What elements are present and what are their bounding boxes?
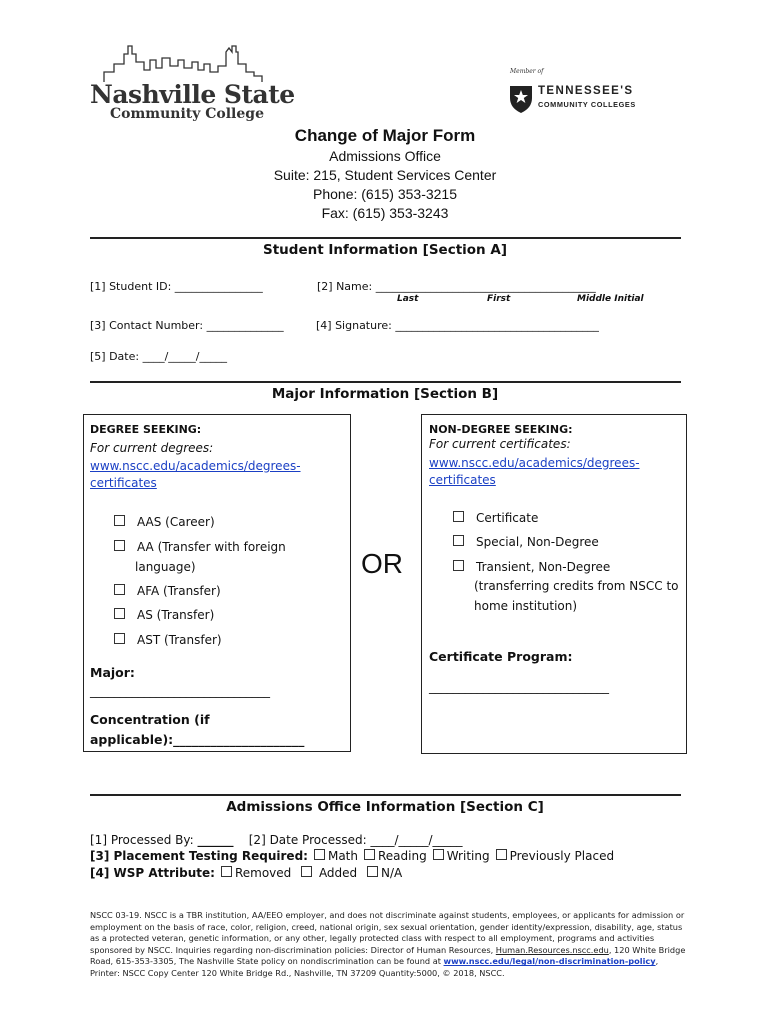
footer-disclaimer: NSCC 03-19. NSCC is a TBR institution, AA/EEO employer, and does not discriminate against students, employees, or applicants for admission or employment on the basis of race, color, religion, creed, national origin, sex sexual orientation, gender identity/expression, disability, age, status as a protected veteran, genetic information, or any other, legally protected class with respect to all employment, programs and activities sponsored by NSCC. Inquiries regarding non-discrimination policies: Director of Human Resources, Human.Resources.nscc.edu, 120 White Bridge Road, 615-353-3305, The Nashville State policy on nondiscrimination can be found at www.nscc.edu/legal/non-discrimination-policy, Printer: NSCC Copy Center 120 White Bridge Rd., Nashville, TN 37209 Quantity:5000, © 2018, NSCC.	[90, 910, 686, 978]
form-title: Change of Major Form	[294, 126, 476, 145]
checkbox[interactable]	[364, 849, 375, 860]
degrees-link[interactable]: www.nscc.edu/academics/degrees-	[90, 459, 301, 473]
transient-option-cont2: home institution)	[474, 599, 578, 613]
contact-number-field[interactable]: [3] Contact Number: ______________	[90, 319, 284, 332]
office-fax: Fax: (615) 353-3243	[321, 205, 449, 221]
concentration-field[interactable]: applicable):_____________________	[90, 732, 305, 747]
checkbox[interactable]	[314, 849, 325, 860]
current-degrees-label: For current degrees:	[90, 441, 214, 455]
non-degree-heading: NON-DEGREE SEEKING:	[429, 423, 573, 436]
student-id-field[interactable]: [1] Student ID: ________________	[90, 280, 263, 293]
checkbox[interactable]	[433, 849, 444, 860]
special-non-degree-option[interactable]: Special, Non-Degree	[453, 532, 599, 552]
degrees-link-cont[interactable]: certificates	[90, 476, 157, 490]
transient-option-cont: (transferring credits from NSCC to	[474, 579, 679, 593]
policy-link[interactable]: www.nscc.edu/legal/non-discrimination-policy	[443, 956, 656, 967]
checkbox[interactable]	[114, 584, 125, 595]
middle-initial-label: Middle Initial	[577, 294, 644, 304]
concentration-label: Concentration (if	[90, 712, 210, 727]
tbr-name: TENNESSEE'S	[538, 85, 634, 97]
processed-row: [1] Processed By: ______ [2] Date Processed: ____/_____/_____	[90, 833, 463, 847]
tennessee-star-icon	[508, 82, 534, 114]
last-name-label: Last	[397, 294, 419, 304]
checkbox[interactable]	[114, 608, 125, 619]
logo-subtitle: Community College	[110, 106, 264, 122]
signature-field[interactable]: [4] Signature: _____________________________________	[316, 319, 599, 332]
checkbox[interactable]	[453, 511, 464, 522]
current-certificates-label: For current certificates:	[429, 437, 571, 451]
checkbox[interactable]	[453, 560, 464, 571]
section-c-title: Admissions Office Information [Section C]	[226, 799, 544, 815]
checkbox[interactable]	[367, 866, 378, 877]
as-option[interactable]: AS (Transfer)	[114, 605, 214, 625]
section-b-title: Major Information [Section B]	[271, 386, 499, 402]
office-name: Admissions Office	[329, 148, 441, 164]
logo-name: Nashville State	[90, 80, 295, 109]
name-field[interactable]: [2] Name: ________________________________________	[317, 280, 596, 293]
office-phone: Phone: (615) 353-3215	[313, 186, 457, 202]
certificate-program-label: Certificate Program:	[429, 649, 573, 664]
or-separator: OR	[361, 548, 403, 579]
checkbox[interactable]	[496, 849, 507, 860]
first-name-label: First	[487, 294, 511, 304]
ast-option[interactable]: AST (Transfer)	[114, 630, 222, 650]
divider	[90, 794, 681, 796]
major-field[interactable]: ______________________________	[90, 684, 270, 698]
section-a-title: Student Information [Section A]	[263, 242, 507, 258]
certificate-program-field[interactable]: ______________________________	[429, 680, 609, 694]
certificates-link-cont[interactable]: certificates	[429, 473, 496, 487]
hr-email-link[interactable]: Human.Resources.nscc.edu	[495, 944, 609, 955]
date-field[interactable]: [5] Date: ____/_____/_____	[90, 350, 227, 363]
divider	[90, 237, 681, 239]
certificate-option[interactable]: Certificate	[453, 508, 538, 528]
afa-option[interactable]: AFA (Transfer)	[114, 581, 221, 601]
divider	[90, 381, 681, 383]
checkbox[interactable]	[114, 540, 125, 551]
checkbox[interactable]	[453, 535, 464, 546]
checkbox[interactable]	[221, 866, 232, 877]
transient-option[interactable]: Transient, Non-Degree	[453, 557, 610, 577]
tbr-member-label: Member of	[510, 68, 544, 75]
checkbox[interactable]	[114, 515, 125, 526]
tbr-subtitle: COMMUNITY COLLEGES	[538, 100, 636, 109]
aas-option[interactable]: AAS (Career)	[114, 512, 215, 532]
degree-seeking-heading: DEGREE SEEKING:	[90, 423, 202, 436]
checkbox[interactable]	[114, 633, 125, 644]
aa-option-cont: language)	[135, 560, 196, 574]
certificates-link[interactable]: www.nscc.edu/academics/degrees-	[429, 456, 640, 470]
wsp-row: [4] WSP Attribute: Removed Added N/A	[90, 866, 403, 880]
office-suite: Suite: 215, Student Services Center	[273, 167, 497, 183]
placement-row: [3] Placement Testing Required: Math Reading Writing Previously Placed	[90, 849, 615, 863]
checkbox[interactable]	[301, 866, 312, 877]
major-label: Major:	[90, 665, 135, 680]
aa-option[interactable]: AA (Transfer with foreign	[114, 537, 286, 557]
